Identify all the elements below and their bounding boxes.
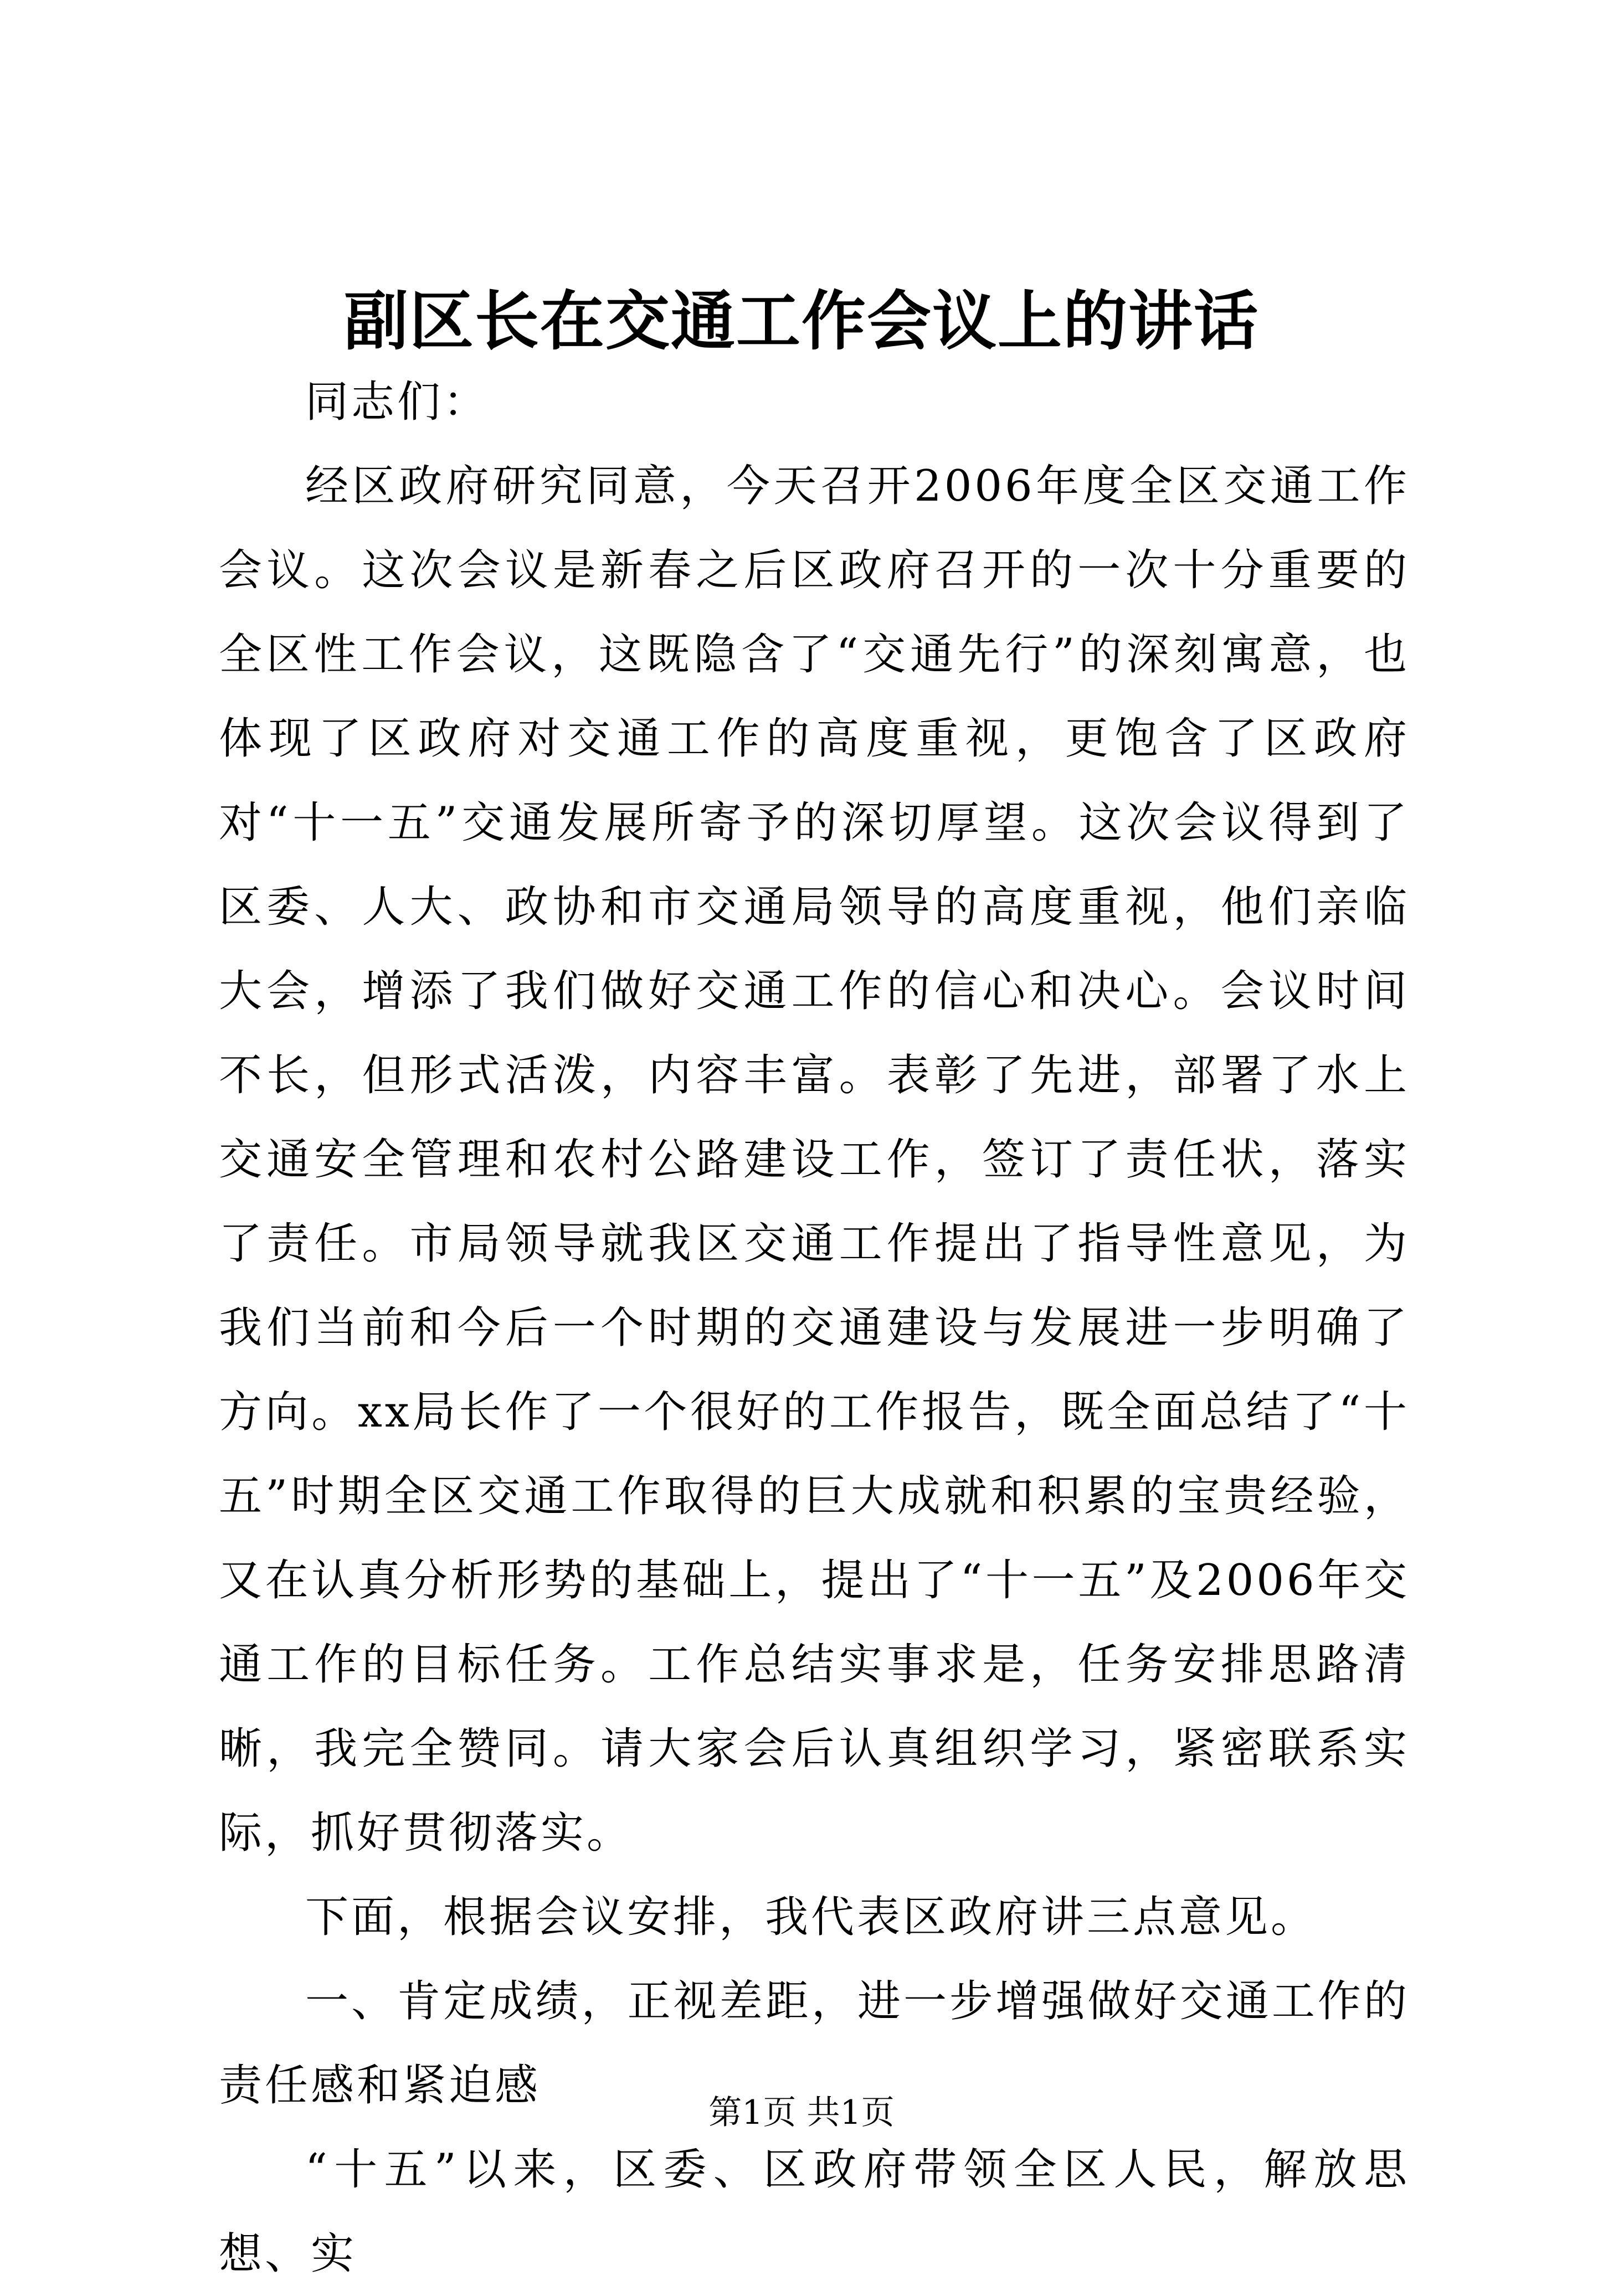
section-one-paragraph: “十五”以来，区委、区政府带领全区人民，解放思想、实 [219, 2145, 1410, 2279]
page-footer: 第1页 共1页 [708, 2093, 895, 2132]
agenda-paragraph: 下面，根据会议安排，我代表区政府讲三点意见。 [305, 1892, 1317, 1942]
document-body [219, 360, 1410, 2296]
document-title: 副区长在交通工作会议上的讲话 [344, 284, 1259, 359]
opening-paragraph: 经区政府研究同意，今天召开2006年度全区交通工作会议。这次会议是新春之后区政府召开的一次十分重要的全区性工作会议，这既隐含了“交通先行”的深刻寓意，也体现了区政府对交通工作的高度重视，更饱含了区政府对“十一五”交通发展所寄予的深切厚望。这次会议得到了区委、人大、政协和市交通局领导的高度重视，他们亲临大会，增添了我们做好交通工作的信心和决心。会议时间不长，但形式活泼，内容丰富。表彰了先进，部署了水上交通安全管理和农村公路建设工作，签订了责任状，落实了责任。市局领导就我区交通工作提出了指导性意见，为我们当前和今后一个时期的交通建设与发展进一步明确了方向。xx局长作了一个很好的工作报告，既全面总结了“十五”时期全区交通工作取得的巨大成就和积累的宝贵经验，又在认真分析形势的基础上，提出了“十一五”及2006年交通工作的目标任务。工作总结实事求是，任务安排思路清晰，我完全赞同。请大家会后认真组织学习，紧密联系实际，抓好贯彻落实。 [219, 461, 1410, 1858]
section-heading-one: 一、肯定成绩，正视差距，进一步增强做好交通工作的责任感和紧迫感 [219, 1976, 1410, 2110]
salutation-paragraph: 同志们： [305, 377, 490, 427]
